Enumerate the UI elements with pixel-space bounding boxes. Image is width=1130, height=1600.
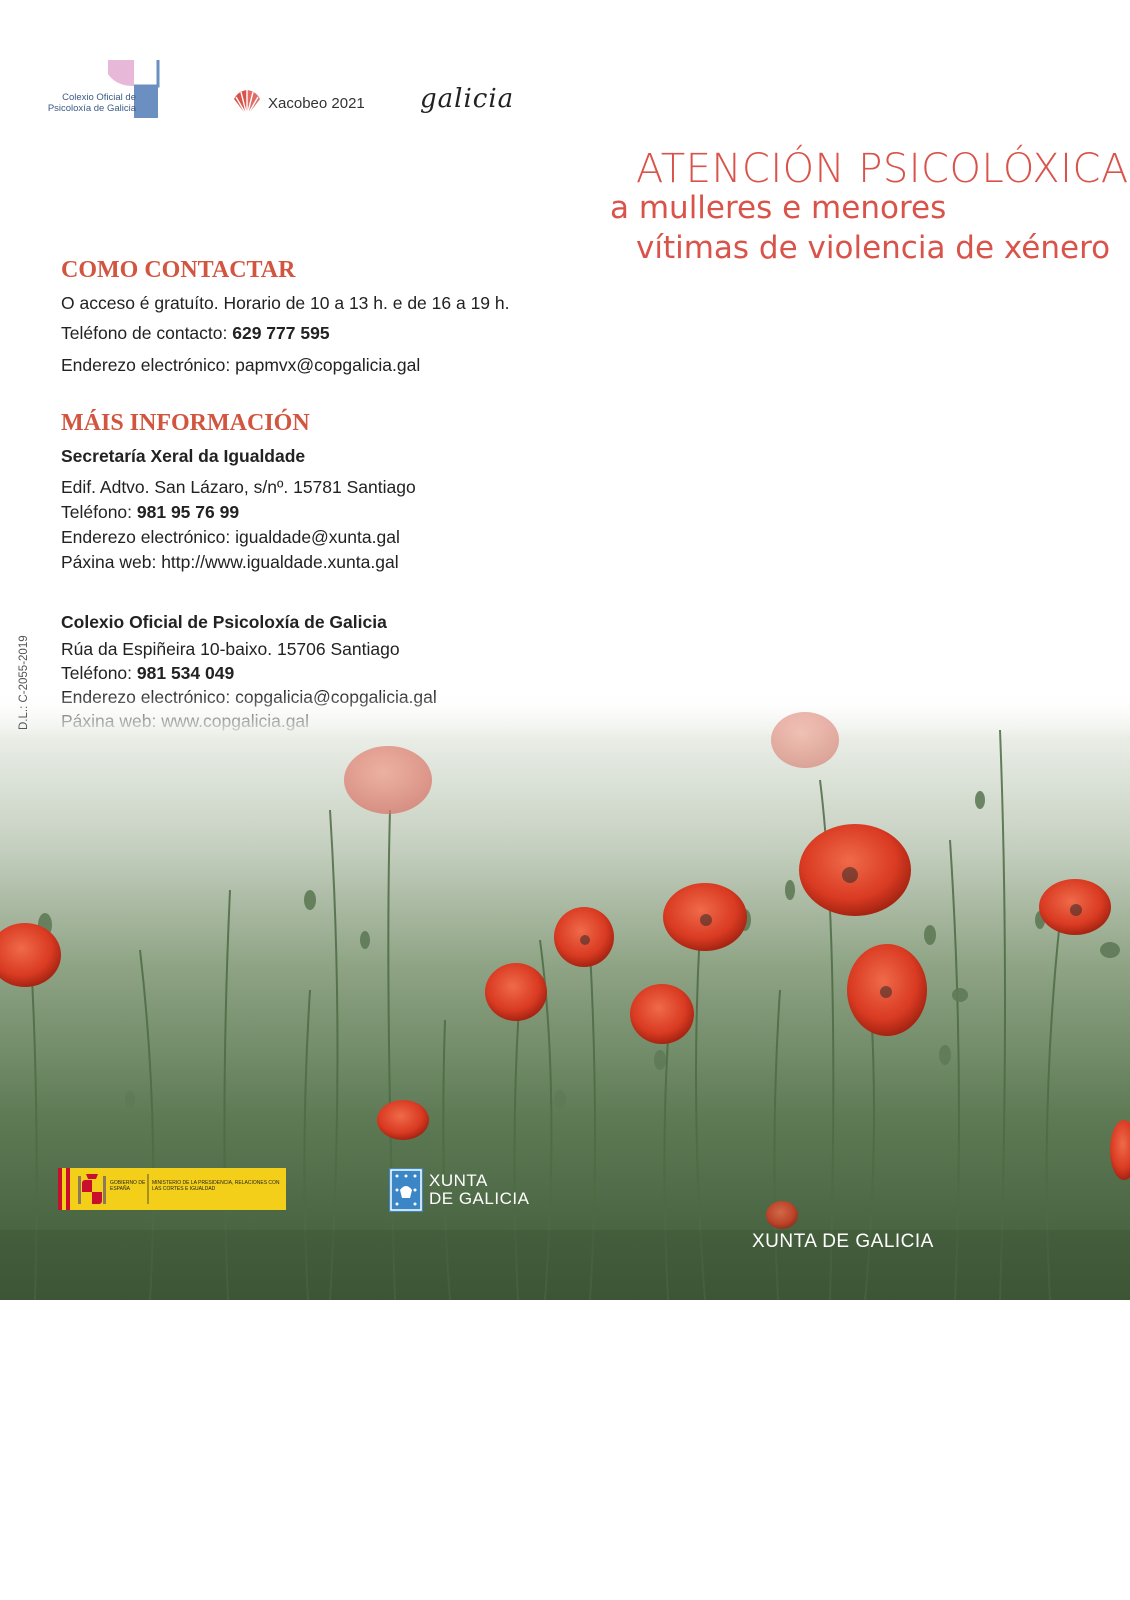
contact-heading: COMO CONTACTAR [61, 257, 296, 283]
contact-email-label: Enderezo electrónico: [61, 355, 236, 375]
org1-phone-label: Teléfono: [61, 502, 137, 522]
org1-web-line [61, 552, 399, 573]
org1-email-label: Enderezo electrónico: [61, 527, 236, 547]
footer-xunta-de-galicia: XUNTA DE GALICIA [752, 1231, 934, 1252]
org1-address: Edif. Adtvo. San Lázaro, s/nº. 15781 Santiago [61, 477, 416, 497]
org2-phone[interactable]: 981 534 049 [136, 663, 235, 683]
ministerio-gov-text: GOBIERNO DE ESPAÑA [110, 1180, 146, 1192]
org2-phone-label: Teléfono: [61, 663, 137, 683]
contact-phone-line [61, 323, 330, 344]
cop-logo-text: Colexio Oficial de Psicoloxía de Galicia [47, 92, 136, 114]
org1-email[interactable]: igualdade@xunta.gal [235, 527, 400, 547]
xunta-logo [389, 1168, 529, 1212]
title-line-1: ATENCIÓN PSICOLÓXICA [636, 146, 1129, 192]
ministerio-logo [58, 1168, 286, 1210]
title-line-2: a mulleres e menores [610, 190, 947, 226]
title-line-3: vítimas de violencia de xénero [636, 230, 1111, 266]
galicia-logo: galicia [420, 84, 515, 114]
ministerio-name-text: MINISTERIO DE LA PRESIDENCIA, RELACIONES CON LAS CORTES E IGUALDAD [152, 1180, 280, 1192]
cop-logo [44, 60, 174, 122]
contact-email[interactable]: papmvx@copgalicia.gal [235, 355, 421, 375]
org1-name: Secretaría Xeral da Igualdade [61, 446, 306, 466]
xacobeo-logo-text: Xacobeo 2021 [268, 94, 365, 112]
scallop-shell-icon [232, 89, 262, 117]
contact-access: O acceso é gratuíto. Horario de 10 a 13 h. e de 16 a 19 h. [61, 293, 510, 313]
org1-phone[interactable]: 981 95 76 99 [136, 502, 240, 522]
xacobeo-logo [232, 88, 365, 118]
legal-deposit: D.L.: C-2055-2019 [18, 635, 30, 730]
contact-email-line [61, 355, 420, 376]
org2-name: Colexio Oficial de Psicoloxía de Galicia [61, 612, 387, 632]
org1-web-label: Páxina web: [61, 552, 162, 572]
galicia-shield-icon [389, 1168, 423, 1212]
contact-phone-label: Teléfono de contacto: [61, 323, 233, 343]
org1-web[interactable]: http://www.igualdade.xunta.gal [161, 552, 399, 572]
contact-phone[interactable]: 629 777 595 [232, 323, 330, 343]
org1-phone-line [61, 502, 239, 523]
xunta-logo-text: XUNTA DE GALICIA [429, 1171, 530, 1208]
org1-email-line [61, 527, 400, 548]
org2-address: Rúa da Espiñeira 10-baixo. 15706 Santiago [61, 639, 400, 659]
more-info-heading: MÁIS INFORMACIÓN [61, 410, 310, 436]
org2-phone-line [61, 663, 234, 684]
